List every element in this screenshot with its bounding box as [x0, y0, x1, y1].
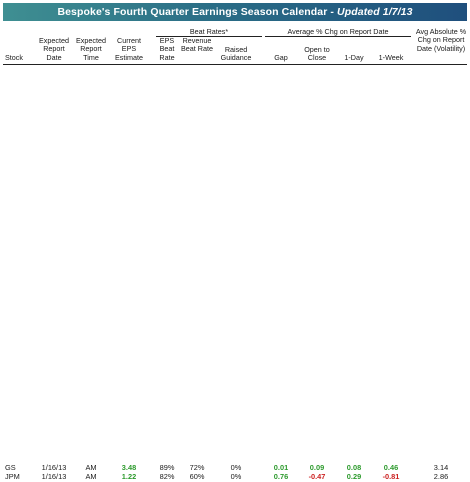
cell-revenue-beat: 72% [189, 463, 205, 472]
header-stock: Stock [5, 53, 23, 62]
cell-one-week: -0.81 [382, 472, 400, 481]
cell-raised-guidance: 0% [230, 463, 242, 472]
cell-eps-beat: 89% [159, 463, 175, 472]
header-eps-beat-rate: EPS Beat Rate [159, 36, 175, 62]
cell-one-week: 0.46 [383, 463, 399, 472]
cell-date: 1/16/13 [41, 472, 67, 481]
cell-one-day: 0.08 [346, 463, 362, 472]
header-divider [3, 64, 467, 65]
header-current-eps-estimate: Current EPS Estimate [115, 36, 143, 62]
cell-date: 1/16/13 [41, 463, 67, 472]
cell-gap: 0.76 [273, 472, 289, 481]
cell-raised-guidance: 0% [230, 472, 242, 481]
cell-time: AM [85, 472, 97, 481]
cell-open-to-close: -0.47 [308, 472, 326, 481]
cell-stock: GS [5, 463, 16, 472]
header-revenue-beat-rate: Revenue Beat Rate [181, 36, 213, 54]
cell-time: AM [85, 463, 97, 472]
header-open-to-close: Open to Close [304, 45, 330, 63]
header-raised-guidance: Raised Guidance [220, 45, 252, 63]
header-gap: Gap [274, 53, 288, 62]
table-row [0, 472, 470, 482]
title-main: Bespoke's Fourth Quarter Earnings Season Calendar - [57, 6, 338, 18]
header-one-day: 1-Day [344, 53, 364, 62]
cell-volatility: 3.14 [433, 463, 449, 472]
group-header-average-change: Average % Chg on Report Date [265, 27, 411, 37]
cell-eps-estimate: 1.22 [121, 472, 137, 481]
cell-one-day: 0.29 [346, 472, 362, 481]
cell-eps-estimate: 3.48 [121, 463, 137, 472]
cell-revenue-beat: 60% [189, 472, 205, 481]
group-header-beat-rates: Beat Rates* [156, 27, 262, 37]
cell-eps-beat: 82% [159, 472, 175, 481]
header-expected-report-time: Expected Report Time [76, 36, 106, 62]
cell-gap: 0.01 [273, 463, 289, 472]
header-avg-absolute-change: Avg Absolute % Chg on Report Date (Volatility) [415, 27, 467, 53]
cell-open-to-close: 0.09 [309, 463, 325, 472]
cell-stock: JPM [5, 472, 20, 481]
header-expected-report-date: Expected Report Date [39, 36, 69, 62]
title-banner [3, 3, 467, 21]
cell-volatility: 2.86 [433, 472, 449, 481]
header-one-week: 1-Week [378, 53, 404, 62]
title-updated: Updated 1/7/13 [337, 6, 413, 18]
